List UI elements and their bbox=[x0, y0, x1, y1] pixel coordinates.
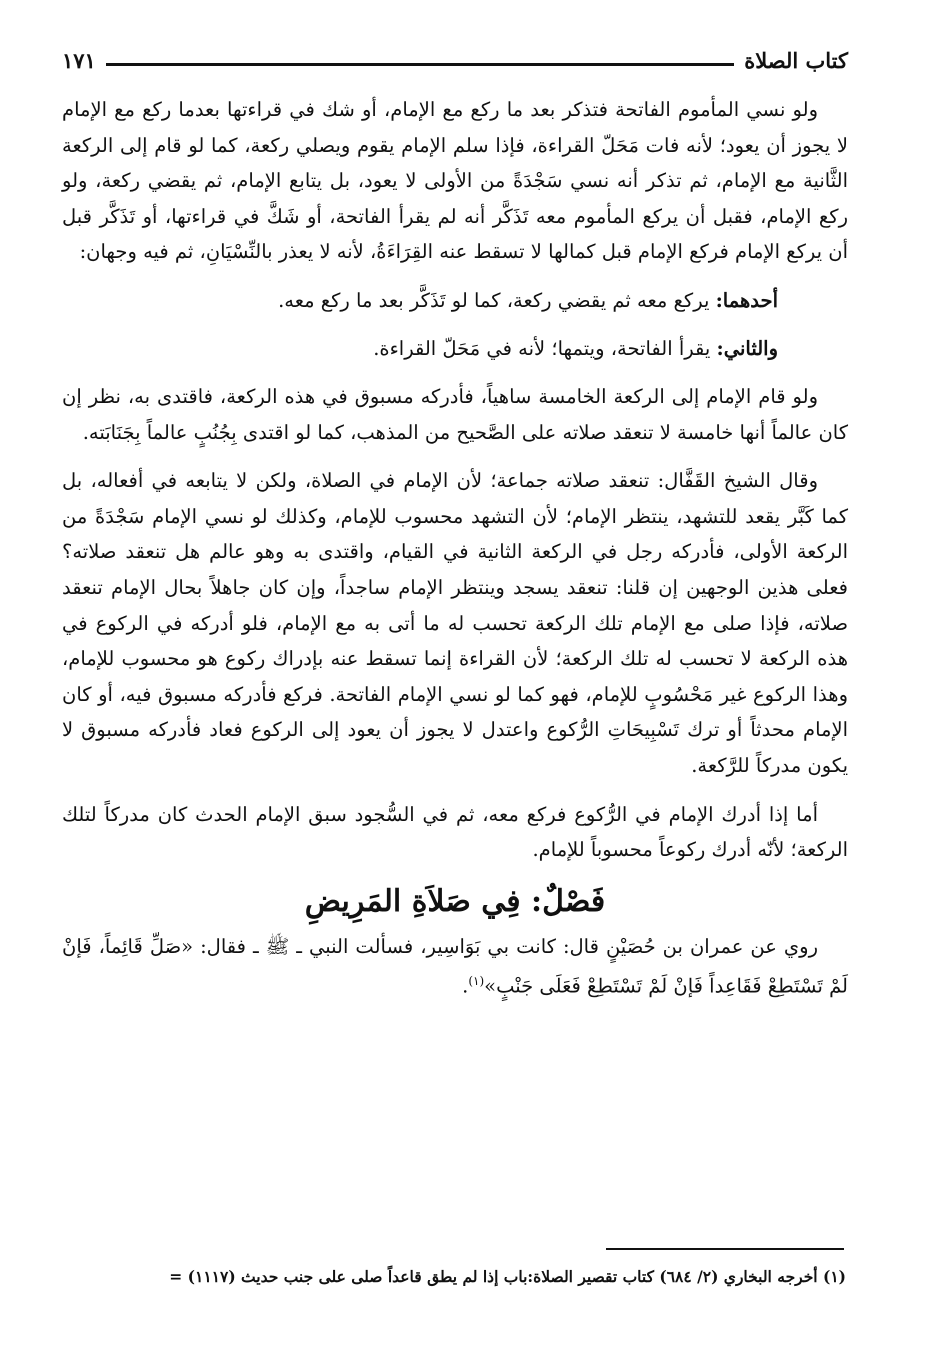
running-header bbox=[62, 40, 848, 80]
opinion-first-text: يركع معه ثم يقضي ركعة، كما لو تَذَكَّر بعد ما ركع معه. bbox=[278, 288, 710, 312]
opinion-first bbox=[62, 283, 848, 318]
hadith-paragraph bbox=[62, 929, 848, 1005]
opinion-second bbox=[62, 331, 848, 366]
footnote-1: (١) أخرجه البخاري (٢/ ٦٨٤) كتاب تقصير الصلاة:باب إذا لم يطق قاعداً صلى على جنب حديث (١١١٧) = bbox=[169, 1267, 846, 1286]
section-heading: فَصْلٌ: فِي صَلاَةِ المَرِيضِ bbox=[304, 883, 606, 919]
opinion-second-text: يقرأ الفاتحة، ويتمها؛ لأنه في مَحَلّ القراءة. bbox=[373, 336, 711, 360]
page-number: ١٧١ bbox=[62, 47, 96, 73]
opinion-first-label: أحدهما: bbox=[715, 288, 778, 312]
paragraph-2: ولو قام الإمام إلى الركعة الخامسة ساهياً، فأدركه مسبوق في هذه الركعة، فاقتدى به، نظر إن كان عالماً أنها خامسة لا تنعقد صلاته على الصَّحيح من المذهب، كما لو اقتدى بِجُنُبٍ عالماً بِجَنَابَته. bbox=[62, 384, 848, 444]
paragraph-1: ولو نسي المأموم الفاتحة فتذكر بعد ما ركع مع الإمام، أو شك في قراءتها بعدما ركع مع الإمام لا يجوز أن يعود؛ لأنه فات مَحَلّ القراءة، فإذا سلم الإمام يقوم ويصلي ركعة، كما لو قام إلى الركعة الثَّانية مع الإمام، ثم تذكر أنه نسي سَجْدَةً من الأولى لا يعود، بل يتابع الإمام، ثم يقضي ركعة، ولو ركع الإمام، فقبل أن يركع المأموم معه تَذَكَّر أنه لم يقرأ الفاتحة، أو شَكَّ في قراءتها، أو تَذَكَّر قبل أن يركع الإمام فركع الإمام قبل كمالها لا تسقط عنه القِرَاءَةُ، لأنه لا يعذر بالنِّسْيَانِ، ثم فيه وجهان: bbox=[62, 98, 848, 264]
header-rule bbox=[106, 63, 734, 66]
hadith-end: . bbox=[462, 974, 469, 998]
paragraph-4: أما إذا أدرك الإمام في الرُّكوع فركع معه، ثم في السُّجود سبق الإمام الحدث كان مدركاً لتلك الركعة؛ لأنّه أدرك ركوعاً محسوباً للإمام. bbox=[62, 802, 848, 862]
book-title: كتاب الصلاة bbox=[744, 47, 848, 73]
footnote-marker[interactable]: (١) bbox=[468, 974, 485, 989]
paragraph-3: وقال الشيخ القَفَّال: تنعقد صلاته جماعة؛ لأن الإمام في الصلاة، ولكن لا يتابعه في أفعاله، بل كما كَبَّر يقعد للتشهد، ينتظر الإمام؛ لأن التشهد محسوب للإمام، وكذلك لو نسي الإمام سَجْدَةً من الركعة الأولى، فأدركه رجل في الركعة الثانية في القيام، واقتدى به وهو عالم هل تنعقد صلاته؟ فعلى هذين الوجهين إن قلنا: تنعقد يسجد وينتظر الإمام ساجداً، وإن كان جاهلاً بحال الإمام تنعقد صلاته، فإذا صلى مع الإمام تلك الركعة تحسب له ما أتى به مع الإمام، فلو أدركه في الركوع في هذه الركعة لا تحسب له تلك الركعة؛ لأن القراءة إنما تسقط عنه بإدراك ركوع هو محسوب للإمام، وهذا الركوع غير مَحْسُوبٍ للإمام، فهو كما لو نسي الإمام الفاتحة. فركع فأدركه مسبوق فيه، أو كان الإمام محدثاً أو ترك تَسْبِيحَاتِ الرُّكوع واعتدل لا يجوز أن يعود إلى الركوع فعاد فأدركه مسبوق لا يكون مدركاً للرَّكعة. bbox=[62, 469, 848, 777]
footnote-separator bbox=[606, 1248, 844, 1250]
page-body bbox=[62, 40, 848, 1017]
hadith-text: روي عن عمران بن حُصَيْنٍ قال: كانت بي بَوَاسِير، فسألت النبي ـ ﷺ ـ فقال: «صَلِّ قَائِماً، فَإنْ لَمْ تَسْتَطِعْ فَقَاعِداً فَإنْ لَمْ تَسْتَطِعْ فَعَلَى جَنْبٍ» bbox=[62, 934, 848, 998]
opinion-second-label: والثاني: bbox=[716, 336, 778, 360]
